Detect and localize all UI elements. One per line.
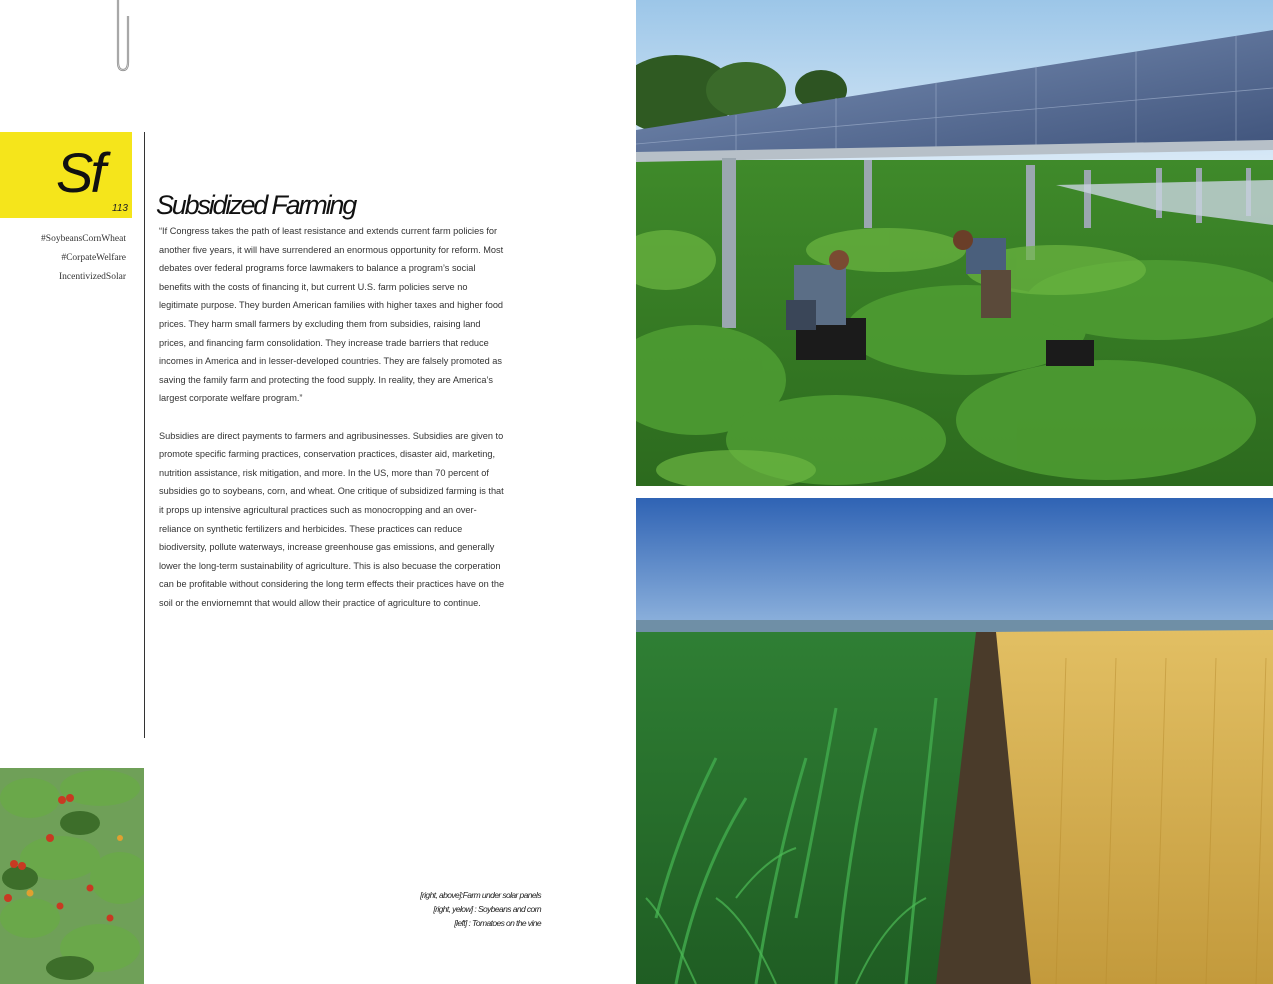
- hashtag: IncentivizedSolar: [58, 272, 126, 282]
- section-badge: [0, 132, 132, 218]
- caption-line: [right, yelow] : Soybeans and corn: [433, 904, 541, 914]
- paperclip-icon: [108, 0, 136, 74]
- section-monogram: Sf: [56, 141, 103, 204]
- photo-captions: [420, 888, 541, 930]
- hashtag: #SoybeansCornWheat: [41, 234, 126, 244]
- caption-line: [right, above]:Farm under solar panels: [420, 890, 541, 900]
- caption-line: [left] : Tomatoes on the vine: [454, 918, 541, 928]
- article-title: Subsidized Farming: [156, 190, 356, 220]
- article-quote: “If Congress takes the path of least resistance and extends current farm policies for another five years, it will have surrendered an enormous opportunity for reform. Most debates over federal programs force lawmakers to balance a program’s social benefits with the costs of financing it, but current U.S. farm policies serve no legitimate purpose. They burden American families with higher taxes and higher food prices. They harm small farmers by excluding them from subsidies, raising land prices, and financing farm consolidation. They increase trade barriers that reduce incomes in America and in lesser-developed countries. They are falsely promoted as saving the family farm and protecting the food supply. In reality, they are America’s largest corporate welfare program.”: [159, 226, 504, 404]
- article-body: [159, 222, 505, 631]
- hashtag-list: [10, 230, 126, 287]
- corn-wheat-photo: [636, 498, 1273, 984]
- page-number: 113: [112, 203, 128, 214]
- tomato-vine-photo: [0, 768, 144, 984]
- article-paragraph: Subsidies are direct payments to farmers and agribusinesses. Subsidies are given to promote specific farming practices, conservation practices, disaster aid, marketing, nutrition assistance, risk mitigation, and more. In the US, more than 70 percent of subsidies go to soybeans, corn, and wheat. One critique of subsidized farming is that it props up intensive agricultural practices such as monocropping and an over-reliance on synthetic fertilizers and herbicides. These practices can reduce biodiversity, pollute waterways, increase greenhouse gas emissions, and generally lower the long-term sustainability of agriculture. This is also becuase the corperation can be profitable without considering the long term effects their practices have on the soil or the enviornemnt that would allow their practice of agriculture to continue.: [159, 430, 505, 608]
- hashtag: #CorpateWelfare: [61, 253, 126, 263]
- solar-farm-photo: [636, 0, 1273, 486]
- vertical-rule: [144, 132, 145, 738]
